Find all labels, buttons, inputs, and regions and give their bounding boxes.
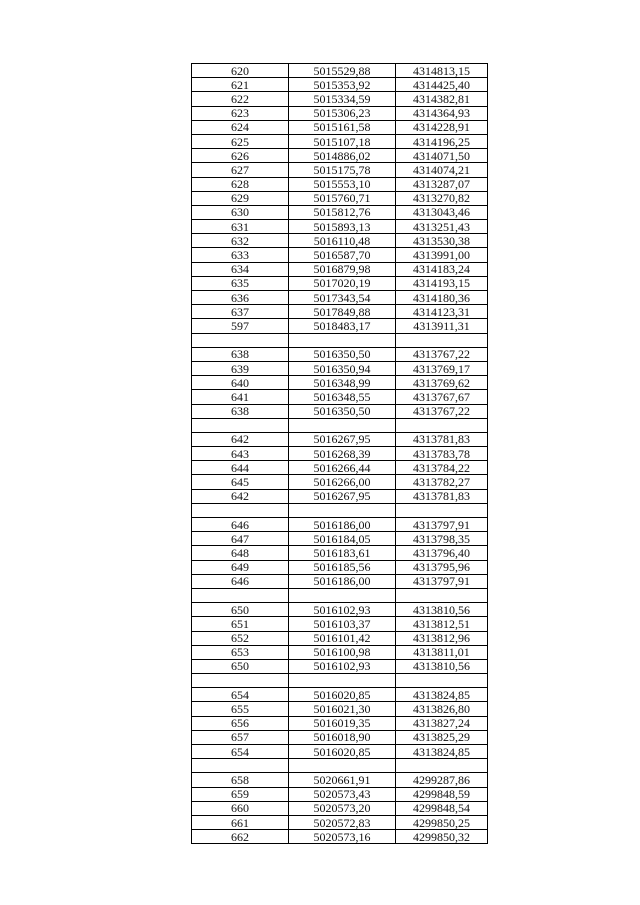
- y-coordinate-cell: 4313043,46: [396, 205, 488, 219]
- y-coordinate-cell: 4313795,96: [396, 560, 488, 574]
- x-coordinate-cell: 5016186,00: [289, 518, 396, 532]
- point-number-cell: 630: [192, 205, 289, 219]
- table-row: [192, 532, 488, 546]
- y-coordinate-cell: 4313796,40: [396, 546, 488, 560]
- table-row: [192, 347, 488, 361]
- table-row: [192, 688, 488, 702]
- y-coordinate-cell: 4314196,25: [396, 134, 488, 148]
- table-row: [192, 773, 488, 787]
- table-row: [192, 191, 488, 205]
- point-number-cell: 648: [192, 546, 289, 560]
- y-coordinate-cell: 4313767,67: [396, 390, 488, 404]
- point-number-cell: 647: [192, 532, 289, 546]
- table-row: [192, 291, 488, 305]
- point-number-cell: 631: [192, 220, 289, 234]
- point-number-cell: 656: [192, 716, 289, 730]
- table-row: [192, 659, 488, 673]
- y-coordinate-cell: [396, 418, 488, 432]
- x-coordinate-cell: 5016348,99: [289, 376, 396, 390]
- x-coordinate-cell: 5016348,55: [289, 390, 396, 404]
- y-coordinate-cell: 4313825,29: [396, 730, 488, 744]
- table-row: [192, 617, 488, 631]
- table-row: [192, 64, 488, 78]
- x-coordinate-cell: 5016266,44: [289, 461, 396, 475]
- point-number-cell: 629: [192, 191, 289, 205]
- x-coordinate-cell: 5016185,56: [289, 560, 396, 574]
- y-coordinate-cell: 4313991,00: [396, 248, 488, 262]
- x-coordinate-cell: 5016110,48: [289, 234, 396, 248]
- y-coordinate-cell: [396, 333, 488, 347]
- table-row: [192, 319, 488, 333]
- point-number-cell: 644: [192, 461, 289, 475]
- table-row: [192, 461, 488, 475]
- point-number-cell: [192, 503, 289, 517]
- table-row: [192, 276, 488, 290]
- point-number-cell: 633: [192, 248, 289, 262]
- table-row: [192, 92, 488, 106]
- point-number-cell: 628: [192, 177, 289, 191]
- table-row: [192, 234, 488, 248]
- y-coordinate-cell: 4313812,96: [396, 631, 488, 645]
- table-row: [192, 645, 488, 659]
- point-number-cell: 623: [192, 106, 289, 120]
- table-row: [192, 815, 488, 829]
- point-number-cell: 625: [192, 134, 289, 148]
- table-row: [192, 220, 488, 234]
- point-number-cell: [192, 674, 289, 688]
- x-coordinate-cell: 5020573,43: [289, 787, 396, 801]
- point-number-cell: 621: [192, 78, 289, 92]
- table-row: [192, 361, 488, 375]
- x-coordinate-cell: 5015893,13: [289, 220, 396, 234]
- table-row: [192, 305, 488, 319]
- point-number-cell: 650: [192, 603, 289, 617]
- y-coordinate-cell: 4314382,81: [396, 92, 488, 106]
- table-row: [192, 830, 488, 844]
- x-coordinate-cell: 5016350,50: [289, 404, 396, 418]
- y-coordinate-cell: 4299848,59: [396, 787, 488, 801]
- x-coordinate-cell: 5016267,95: [289, 489, 396, 503]
- table-row: [192, 745, 488, 759]
- point-number-cell: 661: [192, 815, 289, 829]
- table-row: [192, 205, 488, 219]
- y-coordinate-cell: 4313783,78: [396, 447, 488, 461]
- x-coordinate-cell: 5016186,00: [289, 574, 396, 588]
- x-coordinate-cell: 5016103,37: [289, 617, 396, 631]
- point-number-cell: 662: [192, 830, 289, 844]
- x-coordinate-cell: 5016101,42: [289, 631, 396, 645]
- table-row: [192, 447, 488, 461]
- y-coordinate-cell: 4313784,22: [396, 461, 488, 475]
- table-row: [192, 120, 488, 134]
- separator-row: [192, 503, 488, 517]
- y-coordinate-cell: [396, 503, 488, 517]
- table-row: [192, 716, 488, 730]
- point-number-cell: 660: [192, 801, 289, 815]
- y-coordinate-cell: 4313767,22: [396, 404, 488, 418]
- point-number-cell: 646: [192, 518, 289, 532]
- y-coordinate-cell: 4299848,54: [396, 801, 488, 815]
- separator-row: [192, 418, 488, 432]
- x-coordinate-cell: 5015553,10: [289, 177, 396, 191]
- point-number-cell: 642: [192, 432, 289, 446]
- x-coordinate-cell: 5015161,58: [289, 120, 396, 134]
- x-coordinate-cell: 5016268,39: [289, 447, 396, 461]
- x-coordinate-cell: 5018483,17: [289, 319, 396, 333]
- point-number-cell: 652: [192, 631, 289, 645]
- x-coordinate-cell: [289, 759, 396, 773]
- point-number-cell: 641: [192, 390, 289, 404]
- y-coordinate-cell: 4314183,24: [396, 262, 488, 276]
- point-number-cell: 646: [192, 574, 289, 588]
- point-number-cell: 636: [192, 291, 289, 305]
- y-coordinate-cell: 4313824,85: [396, 745, 488, 759]
- table-row: [192, 475, 488, 489]
- x-coordinate-cell: 5016587,70: [289, 248, 396, 262]
- point-number-cell: 624: [192, 120, 289, 134]
- coordinates-table-body: [192, 64, 488, 844]
- y-coordinate-cell: 4314193,15: [396, 276, 488, 290]
- y-coordinate-cell: 4313798,35: [396, 532, 488, 546]
- y-coordinate-cell: 4313270,82: [396, 191, 488, 205]
- point-number-cell: 626: [192, 149, 289, 163]
- y-coordinate-cell: [396, 674, 488, 688]
- x-coordinate-cell: 5015812,76: [289, 205, 396, 219]
- point-number-cell: 620: [192, 64, 289, 78]
- y-coordinate-cell: [396, 759, 488, 773]
- x-coordinate-cell: 5015353,92: [289, 78, 396, 92]
- y-coordinate-cell: 4313769,17: [396, 361, 488, 375]
- y-coordinate-cell: 4313530,38: [396, 234, 488, 248]
- table-row: [192, 163, 488, 177]
- y-coordinate-cell: 4313826,80: [396, 702, 488, 716]
- table-row: [192, 432, 488, 446]
- point-number-cell: 622: [192, 92, 289, 106]
- y-coordinate-cell: 4314364,93: [396, 106, 488, 120]
- coordinates-table: [191, 63, 488, 844]
- x-coordinate-cell: 5020573,16: [289, 830, 396, 844]
- point-number-cell: 653: [192, 645, 289, 659]
- point-number-cell: 643: [192, 447, 289, 461]
- point-number-cell: 658: [192, 773, 289, 787]
- x-coordinate-cell: [289, 588, 396, 602]
- y-coordinate-cell: 4313810,56: [396, 603, 488, 617]
- y-coordinate-cell: 4313767,22: [396, 347, 488, 361]
- point-number-cell: 637: [192, 305, 289, 319]
- point-number-cell: 597: [192, 319, 289, 333]
- x-coordinate-cell: 5017020,19: [289, 276, 396, 290]
- x-coordinate-cell: 5020573,20: [289, 801, 396, 815]
- x-coordinate-cell: 5014886,02: [289, 149, 396, 163]
- point-number-cell: 651: [192, 617, 289, 631]
- x-coordinate-cell: [289, 333, 396, 347]
- y-coordinate-cell: 4314071,50: [396, 149, 488, 163]
- point-number-cell: 638: [192, 404, 289, 418]
- separator-row: [192, 674, 488, 688]
- x-coordinate-cell: 5016019,35: [289, 716, 396, 730]
- table-row: [192, 702, 488, 716]
- table-row: [192, 134, 488, 148]
- point-number-cell: 642: [192, 489, 289, 503]
- table-row: [192, 560, 488, 574]
- point-number-cell: 639: [192, 361, 289, 375]
- table-row: [192, 546, 488, 560]
- x-coordinate-cell: 5017849,88: [289, 305, 396, 319]
- x-coordinate-cell: 5017343,54: [289, 291, 396, 305]
- separator-row: [192, 588, 488, 602]
- y-coordinate-cell: 4313781,83: [396, 489, 488, 503]
- x-coordinate-cell: 5016100,98: [289, 645, 396, 659]
- point-number-cell: 650: [192, 659, 289, 673]
- table-row: [192, 730, 488, 744]
- table-row: [192, 574, 488, 588]
- point-number-cell: 635: [192, 276, 289, 290]
- x-coordinate-cell: 5016102,93: [289, 603, 396, 617]
- point-number-cell: 634: [192, 262, 289, 276]
- y-coordinate-cell: 4313797,91: [396, 518, 488, 532]
- point-number-cell: 627: [192, 163, 289, 177]
- y-coordinate-cell: 4314123,31: [396, 305, 488, 319]
- x-coordinate-cell: 5016020,85: [289, 688, 396, 702]
- y-coordinate-cell: 4299850,32: [396, 830, 488, 844]
- y-coordinate-cell: 4313781,83: [396, 432, 488, 446]
- table-row: [192, 177, 488, 191]
- y-coordinate-cell: 4314180,36: [396, 291, 488, 305]
- x-coordinate-cell: 5015334,59: [289, 92, 396, 106]
- y-coordinate-cell: 4299850,25: [396, 815, 488, 829]
- point-number-cell: 654: [192, 745, 289, 759]
- x-coordinate-cell: 5016267,95: [289, 432, 396, 446]
- table-row: [192, 631, 488, 645]
- y-coordinate-cell: 4313827,24: [396, 716, 488, 730]
- x-coordinate-cell: 5016266,00: [289, 475, 396, 489]
- y-coordinate-cell: 4314228,91: [396, 120, 488, 134]
- x-coordinate-cell: 5016102,93: [289, 659, 396, 673]
- y-coordinate-cell: 4299287,86: [396, 773, 488, 787]
- y-coordinate-cell: 4313812,51: [396, 617, 488, 631]
- table-row: [192, 149, 488, 163]
- y-coordinate-cell: 4313251,43: [396, 220, 488, 234]
- point-number-cell: 632: [192, 234, 289, 248]
- table-row: [192, 518, 488, 532]
- y-coordinate-cell: 4314813,15: [396, 64, 488, 78]
- x-coordinate-cell: 5016018,90: [289, 730, 396, 744]
- y-coordinate-cell: 4313811,01: [396, 645, 488, 659]
- point-number-cell: 645: [192, 475, 289, 489]
- table-row: [192, 603, 488, 617]
- x-coordinate-cell: 5016183,61: [289, 546, 396, 560]
- point-number-cell: 649: [192, 560, 289, 574]
- x-coordinate-cell: [289, 503, 396, 517]
- y-coordinate-cell: 4313810,56: [396, 659, 488, 673]
- y-coordinate-cell: 4314425,40: [396, 78, 488, 92]
- y-coordinate-cell: [396, 588, 488, 602]
- point-number-cell: 657: [192, 730, 289, 744]
- table-row: [192, 78, 488, 92]
- table-row: [192, 390, 488, 404]
- table-row: [192, 787, 488, 801]
- table-row: [192, 262, 488, 276]
- point-number-cell: [192, 418, 289, 432]
- y-coordinate-cell: 4313911,31: [396, 319, 488, 333]
- x-coordinate-cell: 5016350,94: [289, 361, 396, 375]
- x-coordinate-cell: 5020661,91: [289, 773, 396, 787]
- separator-row: [192, 759, 488, 773]
- x-coordinate-cell: 5015107,18: [289, 134, 396, 148]
- table-row: [192, 376, 488, 390]
- point-number-cell: [192, 333, 289, 347]
- x-coordinate-cell: 5016879,98: [289, 262, 396, 276]
- x-coordinate-cell: 5016021,30: [289, 702, 396, 716]
- table-row: [192, 489, 488, 503]
- table-row: [192, 248, 488, 262]
- x-coordinate-cell: 5015760,71: [289, 191, 396, 205]
- separator-row: [192, 333, 488, 347]
- y-coordinate-cell: 4313287,07: [396, 177, 488, 191]
- x-coordinate-cell: 5015529,88: [289, 64, 396, 78]
- x-coordinate-cell: 5016020,85: [289, 745, 396, 759]
- x-coordinate-cell: [289, 674, 396, 688]
- y-coordinate-cell: 4314074,21: [396, 163, 488, 177]
- y-coordinate-cell: 4313769,62: [396, 376, 488, 390]
- point-number-cell: 654: [192, 688, 289, 702]
- point-number-cell: [192, 588, 289, 602]
- point-number-cell: 659: [192, 787, 289, 801]
- point-number-cell: [192, 759, 289, 773]
- point-number-cell: 638: [192, 347, 289, 361]
- table-row: [192, 801, 488, 815]
- x-coordinate-cell: 5020572,83: [289, 815, 396, 829]
- point-number-cell: 655: [192, 702, 289, 716]
- table-row: [192, 404, 488, 418]
- y-coordinate-cell: 4313797,91: [396, 574, 488, 588]
- point-number-cell: 640: [192, 376, 289, 390]
- x-coordinate-cell: [289, 418, 396, 432]
- x-coordinate-cell: 5016350,50: [289, 347, 396, 361]
- y-coordinate-cell: 4313824,85: [396, 688, 488, 702]
- x-coordinate-cell: 5015306,23: [289, 106, 396, 120]
- y-coordinate-cell: 4313782,27: [396, 475, 488, 489]
- x-coordinate-cell: 5016184,05: [289, 532, 396, 546]
- x-coordinate-cell: 5015175,78: [289, 163, 396, 177]
- table-row: [192, 106, 488, 120]
